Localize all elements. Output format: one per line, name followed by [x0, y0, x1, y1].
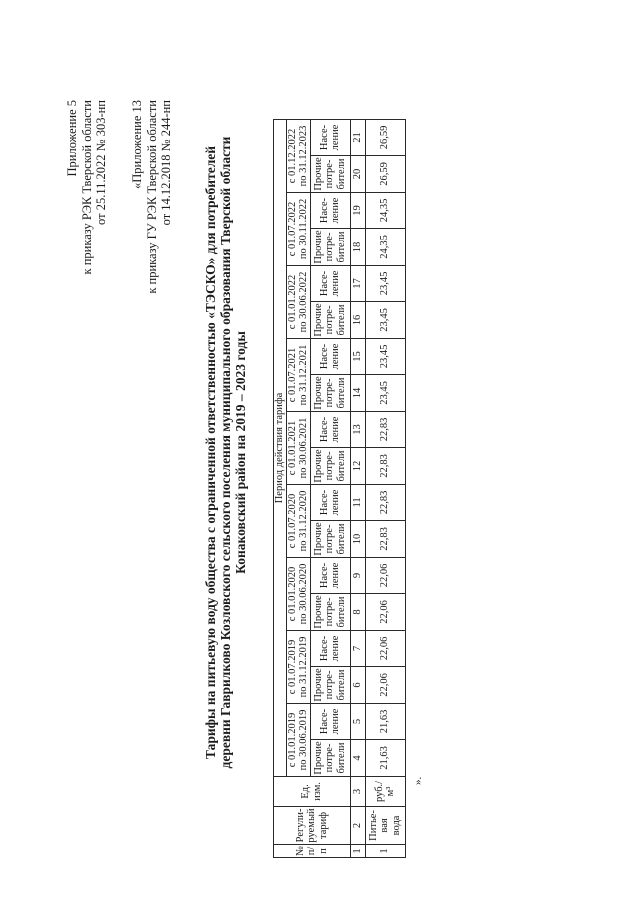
closing-quote: ». — [412, 776, 424, 785]
tariff-value-cell: 23,45 — [365, 301, 405, 338]
tariff-value-cell: 26,59 — [365, 155, 405, 192]
tariff-value-cell: 22,83 — [365, 411, 405, 447]
column-index-cell: 13 — [350, 411, 365, 447]
column-index-cell: 12 — [350, 447, 365, 484]
appendix-5-header — [65, 100, 109, 274]
subheader-population: Насе- ление — [310, 265, 350, 301]
period-header: с 01.07.2021 по 31.12.2021 — [286, 338, 310, 411]
tariff-value-cell: 24,35 — [365, 192, 405, 228]
column-index-cell: 21 — [350, 119, 365, 155]
tariff-value-cell: 22,83 — [365, 520, 405, 557]
tariff-value-cell: 22,83 — [365, 484, 405, 520]
tariff-value-cell: 22,06 — [365, 630, 405, 666]
subheader-population: Насе- ление — [310, 119, 350, 155]
subheader-other-consumers: Прочие потре- бители — [310, 301, 350, 338]
period-header: с 01.01.2022 по 30.06.2022 — [286, 265, 310, 338]
column-index-cell: 17 — [350, 265, 365, 301]
column-index-cell: 3 — [350, 776, 365, 806]
tariff-value-cell: 21,63 — [365, 739, 405, 776]
appendix-13-header — [130, 100, 174, 294]
subheader-population: Насе- ление — [310, 630, 350, 666]
column-index-cell: 2 — [350, 806, 365, 844]
tariff-table — [273, 119, 406, 858]
column-index-cell: 6 — [350, 666, 365, 703]
column-index-cell: 4 — [350, 739, 365, 776]
tariff-value-cell: 23,45 — [365, 374, 405, 411]
column-index-cell: 5 — [350, 703, 365, 739]
title-line-2: деревни Гаврилково Козловского сельского поселения муниципального образования Тверской области — [218, 136, 233, 769]
appendix-5-date: от 25.11.2022 № 303-нп — [94, 100, 108, 225]
subheader-population: Насе- ление — [310, 192, 350, 228]
column-index-cell: 10 — [350, 520, 365, 557]
row-tariff-name: Питье- вая вода — [365, 806, 405, 844]
column-index-cell: 15 — [350, 338, 365, 374]
period-header: с 01.01.2020 по 30.06.2020 — [286, 557, 310, 630]
tariff-value-cell: 26,59 — [365, 119, 405, 155]
subheader-other-consumers: Прочие потре- бители — [310, 155, 350, 192]
column-index-cell: 16 — [350, 301, 365, 338]
subheader-population: Насе- ление — [310, 484, 350, 520]
appendix-5-title: Приложение 5 — [65, 100, 79, 177]
column-index-cell: 8 — [350, 593, 365, 630]
subheader-other-consumers: Прочие потре- бители — [310, 374, 350, 411]
column-index-cell: 1 — [350, 844, 365, 857]
subheader-population: Насе- ление — [310, 703, 350, 739]
subheader-population: Насе- ление — [310, 338, 350, 374]
subheader-other-consumers: Прочие потре- бители — [310, 520, 350, 557]
tariff-value-cell: 21,63 — [365, 703, 405, 739]
subheader-population: Насе- ление — [310, 557, 350, 593]
subheader-population: Насе- ление — [310, 411, 350, 447]
subheader-other-consumers: Прочие потре- бители — [310, 739, 350, 776]
period-header: с 01.07.2022 по 30.11.2022 — [286, 192, 310, 265]
title-line-1: Тарифы на питьевую воду общества с ограниченной ответственностью «ТЭСКО» для потребителей — [203, 145, 218, 760]
column-index-cell: 20 — [350, 155, 365, 192]
column-index-cell: 14 — [350, 374, 365, 411]
column-index-cell: 11 — [350, 484, 365, 520]
subheader-other-consumers: Прочие потре- бители — [310, 666, 350, 703]
appendix-13-order: к приказу ГУ РЭК Тверской области — [144, 100, 159, 294]
period-header: с 01.01.2019 по 30.06.2019 — [286, 703, 310, 776]
tariff-value-cell: 24,35 — [365, 228, 405, 265]
tariff-value-cell: 22,06 — [365, 593, 405, 630]
tariff-value-cell: 22,83 — [365, 447, 405, 484]
document-title — [203, 0, 248, 905]
period-header: с 01.01.2021 по 30.06.2021 — [286, 411, 310, 484]
row-unit: руб./ м³ — [365, 776, 405, 806]
subheader-other-consumers: Прочие потре- бители — [310, 228, 350, 265]
subheader-other-consumers: Прочие потре- бители — [310, 447, 350, 484]
column-index-cell: 7 — [350, 630, 365, 666]
period-header: с 01.07.2020 по 31.12.2020 — [286, 484, 310, 557]
tariff-value-cell: 22,06 — [365, 666, 405, 703]
subheader-row — [310, 119, 350, 857]
data-row — [365, 119, 405, 857]
header-tariff: Регули- руемый тариф — [274, 806, 351, 844]
period-header: с 01.07.2019 по 31.12.2019 — [286, 630, 310, 703]
column-index-cell: 19 — [350, 192, 365, 228]
header-unit: Ед. изм. — [274, 776, 351, 806]
column-index-cell: 18 — [350, 228, 365, 265]
tariff-value-cell: 23,45 — [365, 265, 405, 301]
appendix-13-date: от 14.12.2018 № 244-нп — [159, 100, 173, 226]
tariff-value-cell: 22,06 — [365, 557, 405, 593]
period-header: с 01.12.2022 по 31.12.2023 — [286, 119, 310, 192]
header-number: № п/ п — [274, 844, 351, 857]
title-line-3: Конаковский район на 2019 – 2023 годы — [233, 331, 248, 574]
row-number: 1 — [365, 844, 405, 857]
appendix-13-title: «Приложение 13 — [130, 100, 144, 189]
column-index-cell: 9 — [350, 557, 365, 593]
subheader-other-consumers: Прочие потре- бители — [310, 593, 350, 630]
appendix-5-order: к приказу РЭК Тверской области — [79, 100, 94, 275]
column-index-row — [350, 119, 365, 857]
tariff-value-cell: 23,45 — [365, 338, 405, 374]
header-period: Период действия тарифа — [274, 119, 287, 776]
